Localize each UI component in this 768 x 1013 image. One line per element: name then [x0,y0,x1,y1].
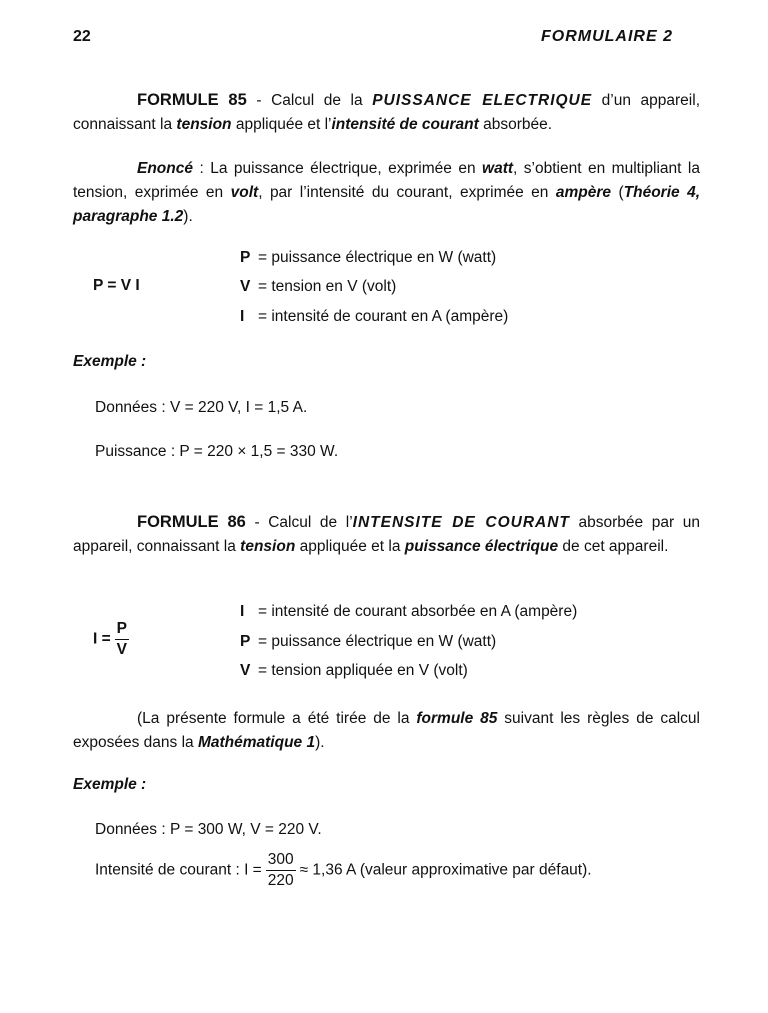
emphasis: watt [482,160,514,177]
formula-86-heading [73,510,700,559]
text: appliquée et l’ [231,116,332,133]
emphasis: puissance électrique [404,538,559,555]
text: : La puissance électrique, exprimée en [192,160,483,177]
text: absorbée. [478,116,553,133]
fraction-denominator: 220 [267,872,294,889]
text: ( [611,184,624,201]
text: (La présente formule a été tirée de la [137,710,417,727]
legend-text: = puissance électrique en W (watt) [258,633,497,650]
result-prefix: Intensité de courant : I = [95,861,262,879]
legend-symbol: I [240,308,245,325]
example-label: Exemple : [73,776,147,793]
text: de cet appareil. [558,538,669,555]
legend-symbol: P [240,633,251,650]
formula-85-equation: P = V I [93,277,140,294]
page-number: 22 [73,28,91,45]
legend-text: = intensité de courant absorbée en A (ampère) [258,603,578,620]
text: appliquée et la [295,538,405,555]
example-label: Exemple : [73,353,147,370]
example-data: Données : V = 220 V, I = 1,5 A. [95,399,308,416]
text: , par l’intensité du courant, exprimée en [258,184,556,201]
legend-symbol: I [240,603,245,620]
fraction-numerator: 300 [266,851,296,871]
statement-label: Enoncé [137,160,193,177]
legend-row [240,633,496,651]
equation-lhs: I = [93,630,111,648]
legend-row [240,662,468,680]
legend-text: = puissance électrique en W (watt) [258,249,497,266]
text: suivant les règles de calcul exposées dans la [73,710,700,751]
example-result: Puissance : P = 220 × 1,5 = 330 W. [95,443,339,460]
formula-85-heading [73,88,700,137]
reference: Théorie 4, paragraphe 1.2 [73,184,700,225]
legend-row [240,278,396,296]
emphasis: tension [176,116,232,133]
legend-symbol: V [240,278,251,295]
formula-85-statement [73,157,700,229]
fraction [115,620,129,659]
running-title: FORMULAIRE 2 [541,28,673,45]
text: - Calcul de la [246,92,373,109]
text: ). [315,734,325,751]
text: d’un appareil, connaissant la [73,92,700,133]
reference: Mathématique 1 [197,734,316,751]
formula-86-note [73,707,700,755]
formula-86-equation [93,620,133,659]
legend-text: = tension appliquée en V (volt) [258,662,468,679]
example-data: Données : P = 300 W, V = 220 V. [95,821,322,838]
legend-row [240,308,508,326]
formula-86-label: FORMULE 86 [137,513,246,531]
text: ). [183,208,193,225]
legend-text: = tension en V (volt) [258,278,397,295]
legend-symbol: V [240,662,251,679]
legend-text: = intensité de courant en A (ampère) [258,308,509,325]
legend-row [240,249,496,267]
legend-symbol: P [240,249,251,266]
fraction-numerator: P [115,620,129,640]
formula-86-subject: INTENSITE DE COURANT [352,514,570,531]
formula-85-label: FORMULE 85 [137,91,247,109]
emphasis: ampère [555,184,612,201]
legend-row [240,603,577,621]
formula-85-subject: PUISSANCE ELECTRIQUE [372,92,593,109]
emphasis: tension [240,538,296,555]
emphasis: volt [230,184,259,201]
example-result [95,851,592,890]
reference: formule 85 [416,710,498,727]
result-suffix: ≈ 1,36 A (valeur approximative par défaut). [299,861,592,879]
emphasis: intensité de courant [331,116,479,133]
text: , s’obtient en multipliant la tension, exprimée en [73,160,700,201]
fraction [266,851,296,890]
text: absorbée par un appareil, connaissant la [73,514,700,555]
fraction-denominator: V [116,641,128,658]
text: - Calcul de l’ [245,514,353,531]
